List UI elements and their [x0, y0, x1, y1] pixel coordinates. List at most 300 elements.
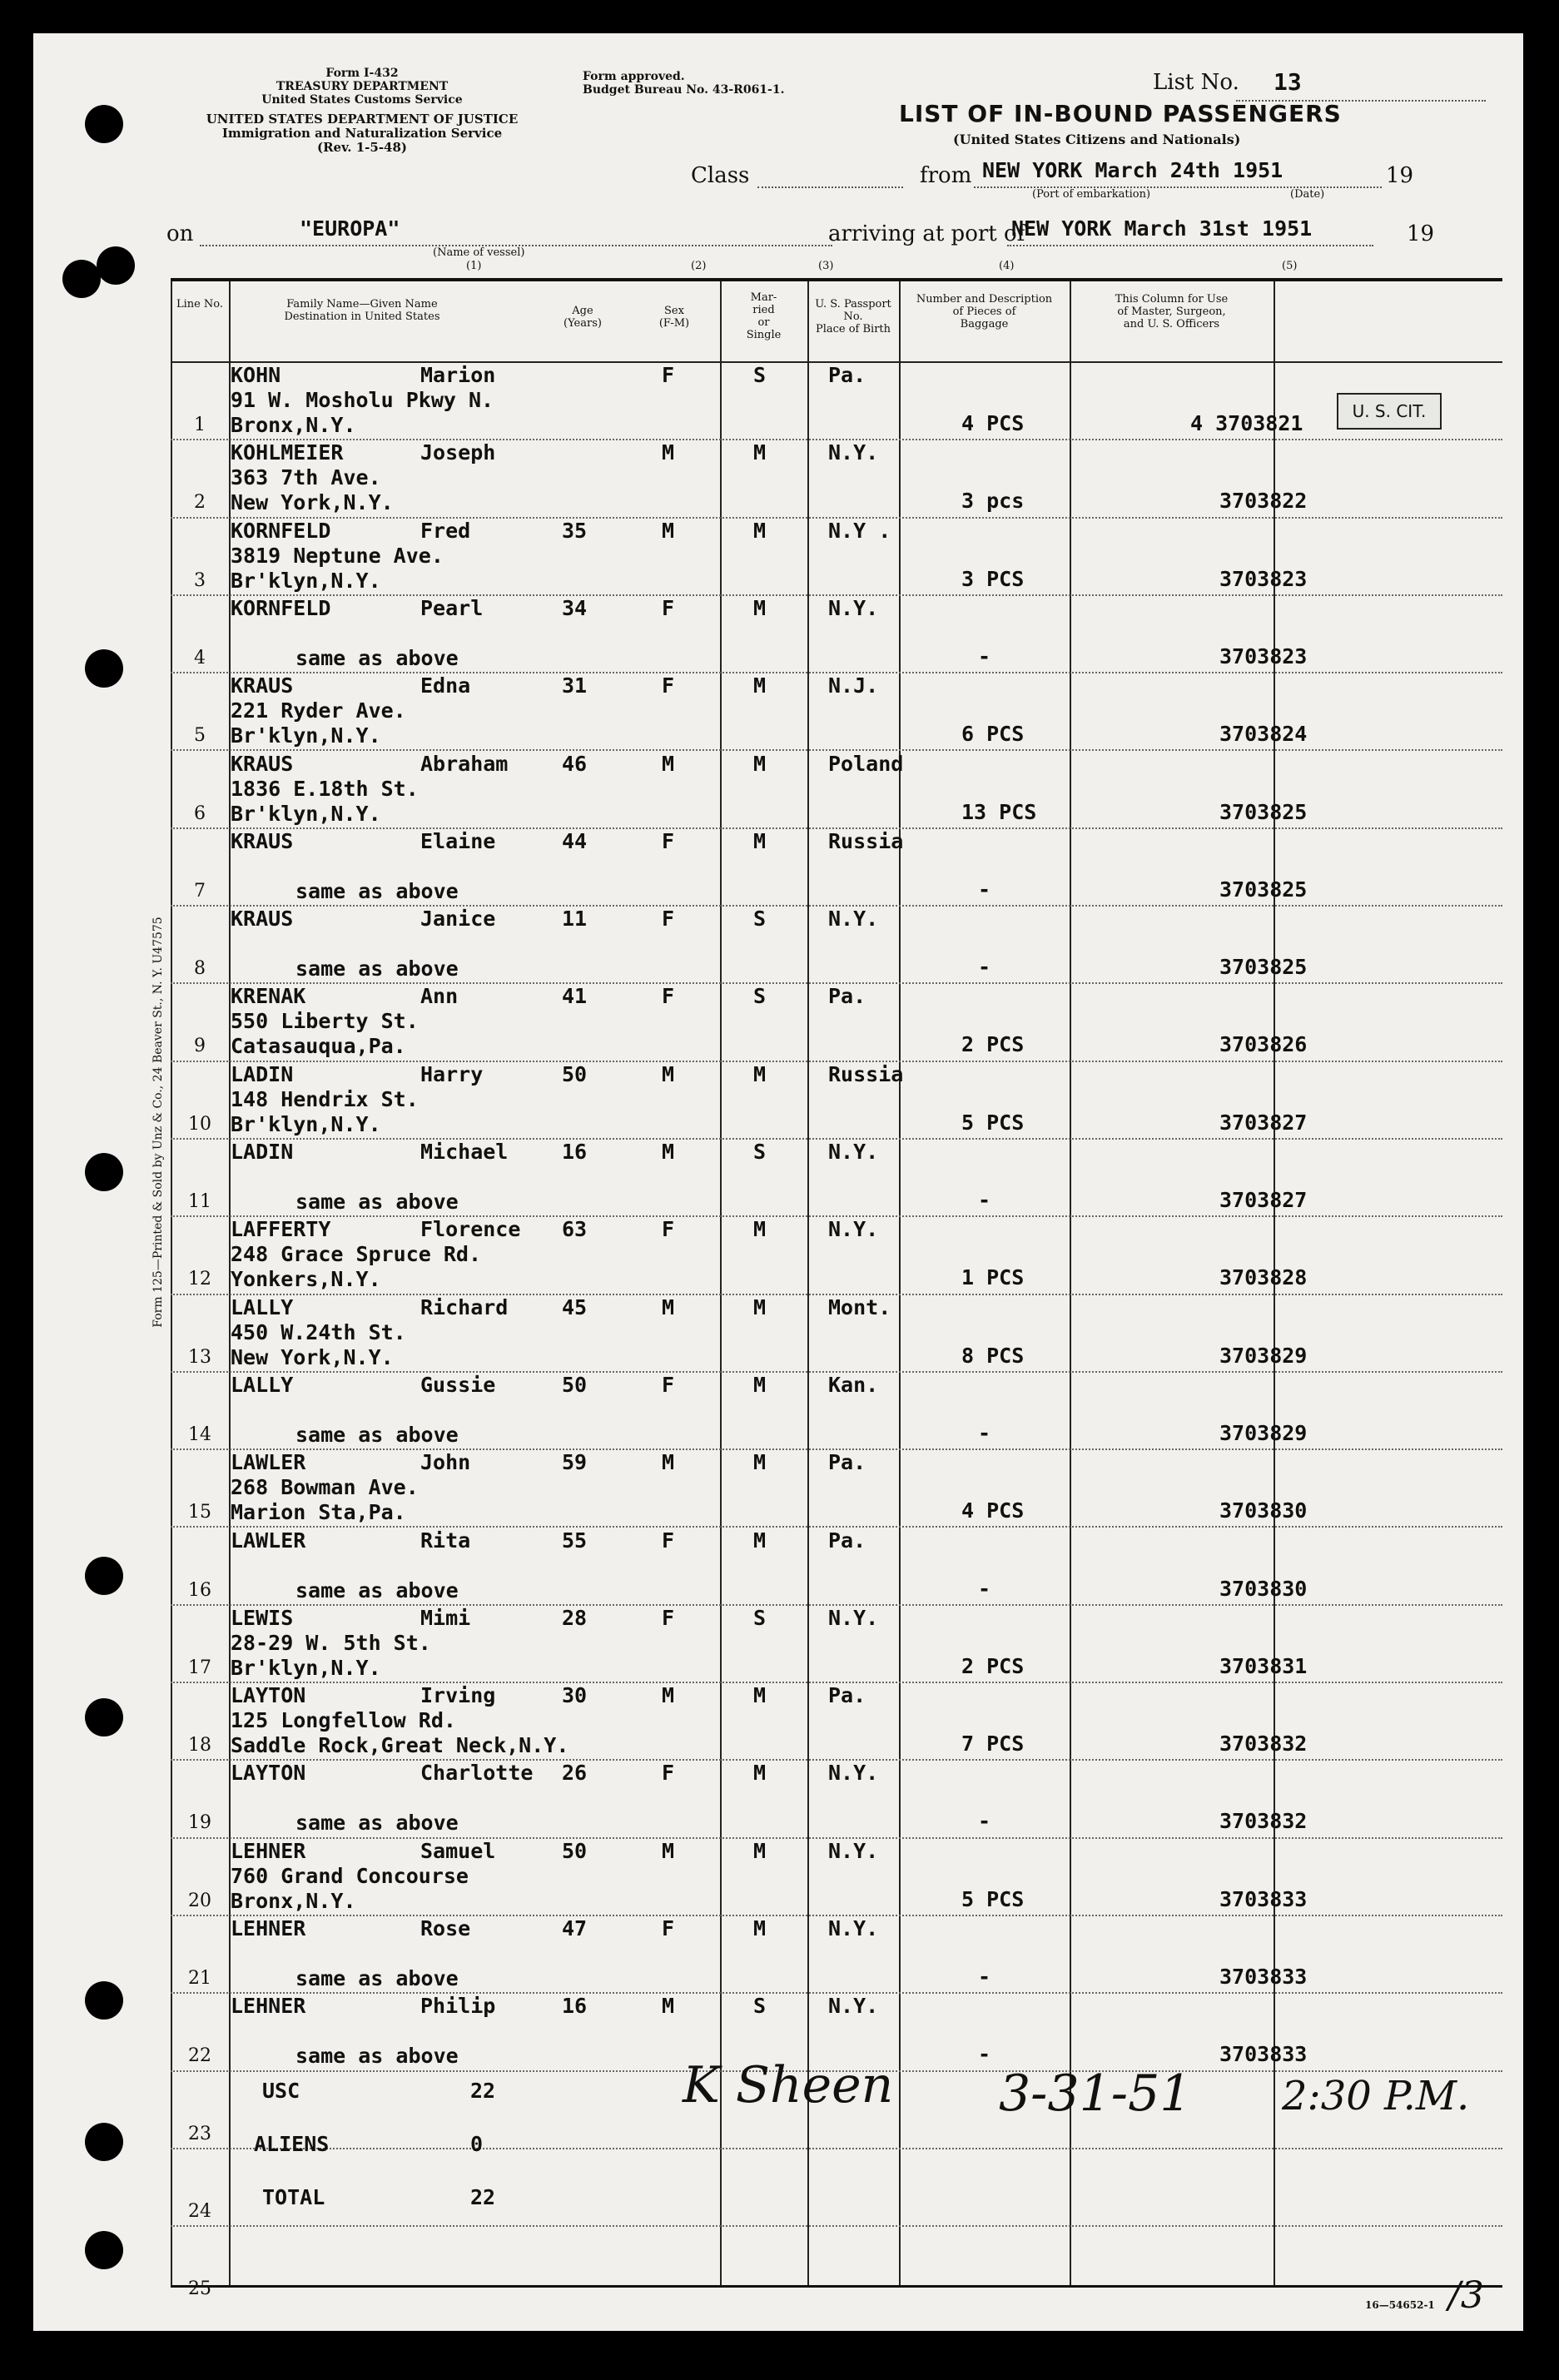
row-baggage: -: [978, 2042, 991, 2067]
row-line-number: 12: [188, 1269, 211, 1290]
row-surname: KRAUS: [231, 673, 294, 698]
row-surname: KRAUS: [231, 751, 294, 776]
row-baggage: 4 PCS: [961, 411, 1025, 435]
row-given-name: Samuel: [420, 1838, 496, 1863]
row-officer-number: 3703823: [1219, 566, 1308, 591]
table-row: [171, 672, 1502, 749]
row-line-number: 15: [188, 1502, 211, 1523]
row-baggage: -: [978, 1420, 991, 1445]
row-age: 16: [562, 1994, 588, 2019]
form-approved: Form approved.: [583, 70, 685, 83]
table-row: [171, 750, 1502, 827]
row-address-line: 125 Longfellow Rd.: [231, 1708, 456, 1733]
table-bottom-rule: [171, 2285, 1502, 2288]
row-marital: S: [753, 1994, 767, 2019]
row-marital: M: [753, 518, 767, 543]
total-label: TOTAL: [262, 2184, 325, 2209]
total-value: 0: [470, 2131, 484, 2156]
row-birthplace: Pa.: [828, 984, 866, 1009]
row-sex: F: [662, 907, 675, 932]
row-line-number: 7: [194, 880, 206, 902]
row-address-city: Yonkers,N.Y.: [231, 1267, 381, 1292]
row-sex: M: [662, 1838, 675, 1863]
row-address-line: 363 7th Ave.: [231, 465, 381, 490]
row-marital: M: [753, 595, 767, 620]
table-row: [171, 905, 1502, 982]
form-code: 16—54652-1: [1365, 2299, 1435, 2311]
table-row: [171, 1294, 1502, 1371]
row-marital: M: [753, 1217, 767, 1242]
punch-hole: [85, 1981, 123, 2020]
table-row: [171, 1138, 1502, 1215]
row-age: 31: [562, 673, 588, 698]
class-rule: [757, 186, 903, 188]
row-line-number: 22: [188, 2045, 211, 2067]
row-age: 50: [562, 1838, 588, 1863]
col-header-baggage: Number and Description of Pieces of Baggage: [916, 293, 1053, 330]
row-line-number: 11: [188, 1191, 211, 1212]
row-birthplace: Kan.: [828, 1372, 879, 1397]
date-caption: (Date): [1290, 188, 1325, 201]
row-birthplace: N.Y.: [828, 440, 879, 465]
row-given-name: Elaine: [420, 828, 496, 853]
row-birthplace: N.Y.: [828, 1217, 879, 1242]
row-officer-number: 3703823: [1219, 643, 1308, 668]
agency-block: [225, 67, 499, 107]
row-sex: M: [662, 1140, 675, 1164]
row-address-city: same as above: [295, 1578, 459, 1602]
table-row: [171, 1448, 1502, 1526]
row-surname: KOHLMEIER: [231, 440, 344, 465]
list-number-label: List No.: [1153, 70, 1239, 95]
printer-side-text: Form 125—Printed & Sold by Unz & Co., 24 Beaver St., N. Y. U47575: [151, 917, 165, 1328]
from-year-prefix: 19: [1386, 163, 1414, 188]
row-address-line: 91 W. Mosholu Pkwy N.: [231, 388, 494, 412]
row-birthplace: Russia: [828, 828, 904, 853]
approval-block: [583, 70, 784, 97]
row-age: 26: [562, 1761, 588, 1786]
arriving-rule: [1007, 245, 1373, 246]
row-birthplace: Russia: [828, 1061, 904, 1086]
row-sex: F: [662, 828, 675, 853]
form-number: Form I-432: [325, 67, 399, 80]
row-age: 41: [562, 984, 588, 1009]
row-surname: KRAUS: [231, 907, 294, 932]
row-birthplace: Pa.: [828, 363, 866, 387]
row-age: 34: [562, 595, 588, 620]
row-officer-number: 3703829: [1219, 1420, 1308, 1445]
row-surname: LADIN: [231, 1061, 294, 1086]
row-age: 46: [562, 751, 588, 776]
row-marital: M: [753, 1761, 767, 1786]
justice-label: UNITED STATES DEPARTMENT OF JUSTICE: [206, 112, 519, 127]
row-birthplace: N.Y.: [828, 1761, 879, 1786]
row-address-city: same as above: [295, 878, 459, 903]
row-sex: M: [662, 1294, 675, 1319]
total-value: 22: [470, 2078, 496, 2103]
row-address-city: same as above: [295, 1811, 459, 1836]
punch-hole: [62, 260, 101, 298]
row-birthplace: Pa.: [828, 1683, 866, 1708]
row-address-city: Br'klyn,N.Y.: [231, 1655, 381, 1680]
row-line-number: 1: [194, 415, 206, 435]
row-officer-number: 3703830: [1219, 1498, 1308, 1523]
row-line-number: 4: [194, 647, 206, 668]
col-header-sex: Sex (F-M): [658, 305, 690, 330]
total-value: 22: [470, 2184, 496, 2209]
row-address-city: Br'klyn,N.Y.: [231, 723, 381, 748]
row-birthplace: N.Y.: [828, 907, 879, 932]
row-address-city: same as above: [295, 1966, 459, 1990]
col-header-married: Mar- ried or Single: [746, 291, 782, 341]
row-birthplace: N.Y.: [828, 1994, 879, 2019]
row-address-city: Marion Sta,Pa.: [231, 1500, 406, 1525]
col-header-age: Age (Years): [564, 305, 602, 330]
row-line-number: 8: [194, 958, 206, 980]
row-address-line: 1836 E.18th St.: [231, 776, 419, 801]
row-line-number: 25: [188, 2278, 211, 2300]
row-marital: M: [753, 1294, 767, 1319]
row-sex: M: [662, 1683, 675, 1708]
row-officer-number: 3703825: [1219, 799, 1308, 824]
row-age: 47: [562, 1916, 588, 1940]
row-officer-number: 3703825: [1219, 955, 1308, 980]
row-sex: F: [662, 1528, 675, 1553]
row-marital: S: [753, 1140, 767, 1164]
row-address-city: New York,N.Y.: [231, 490, 394, 515]
row-marital: M: [753, 1528, 767, 1553]
row-officer-number: 3703827: [1219, 1110, 1308, 1135]
row-surname: LEHNER: [231, 1916, 306, 1940]
row-given-name: Rose: [420, 1916, 471, 1940]
table-row: [171, 1837, 1502, 1915]
row-address-city: Br'klyn,N.Y.: [231, 568, 381, 593]
row-surname: LAWLER: [231, 1450, 306, 1475]
row-officer-number: 3703826: [1219, 1032, 1308, 1057]
row-given-name: Edna: [420, 673, 471, 698]
col-header-passport: U. S. Passport No. Place of Birth: [815, 298, 891, 335]
class-label: Class: [691, 163, 750, 188]
row-line-number: 23: [188, 2123, 211, 2144]
row-birthplace: N.Y.: [828, 595, 879, 620]
row-address-line: 760 Grand Concourse: [231, 1863, 469, 1888]
justice-block: [171, 112, 554, 155]
on-label: on: [166, 221, 194, 246]
row-line-number: 5: [194, 725, 206, 747]
row-age: 35: [562, 518, 588, 543]
row-line-number: 14: [188, 1424, 211, 1445]
row-age: 59: [562, 1450, 588, 1475]
row-officer-number: 3703824: [1219, 722, 1308, 747]
budget-number: Budget Bureau No. 43-R061-1.: [583, 83, 785, 97]
officer-signature: K Sheen: [683, 2056, 894, 2114]
row-baggage: -: [978, 955, 991, 980]
row-given-name: John: [420, 1450, 471, 1475]
row-line-number: 17: [188, 1657, 211, 1678]
row-marital: M: [753, 1061, 767, 1086]
row-sex: F: [662, 1761, 675, 1786]
row-line-number: 19: [188, 1812, 211, 1834]
row-marital: M: [753, 1916, 767, 1940]
row-marital: S: [753, 907, 767, 932]
row-address-city: same as above: [295, 1190, 459, 1214]
row-given-name: Harry: [420, 1061, 484, 1086]
row-marital: M: [753, 440, 767, 465]
table-row: [171, 982, 1502, 1060]
row-sex: M: [662, 1450, 675, 1475]
customs-label: United States Customs Service: [261, 93, 463, 107]
row-officer-number: 3703832: [1219, 1732, 1308, 1756]
row-birthplace: Pa.: [828, 1528, 866, 1553]
row-baggage: -: [978, 1188, 991, 1212]
row-sex: M: [662, 1994, 675, 2019]
row-officer-number: 3703830: [1219, 1576, 1308, 1601]
vessel-caption: (Name of vessel): [433, 246, 525, 259]
row-sex: F: [662, 1217, 675, 1242]
row-given-name: Rita: [420, 1528, 471, 1553]
row-line-number: 9: [194, 1036, 206, 1057]
table-row: [171, 1371, 1502, 1448]
row-baggage: -: [978, 643, 991, 668]
manifest-page: [33, 33, 1523, 2331]
row-given-name: Marion: [420, 363, 496, 387]
row-baggage: -: [978, 877, 991, 902]
punch-hole: [85, 2123, 123, 2161]
row-birthplace: N.Y.: [828, 1916, 879, 1940]
row-birthplace: Mont.: [828, 1294, 891, 1319]
table-row: [171, 1061, 1502, 1138]
arrival-year-prefix: 19: [1407, 221, 1435, 246]
row-given-name: Mimi: [420, 1605, 471, 1630]
row-sex: M: [662, 1061, 675, 1086]
row-age: 28: [562, 1605, 588, 1630]
row-given-name: Joseph: [420, 440, 496, 465]
table-row: [171, 517, 1502, 594]
row-marital: M: [753, 1450, 767, 1475]
row-surname: KRENAK: [231, 984, 306, 1009]
row-age: 16: [562, 1140, 588, 1164]
table-row: [171, 1604, 1502, 1682]
row-surname: LALLY: [231, 1372, 294, 1397]
row-age: 44: [562, 828, 588, 853]
row-address-line: 248 Grace Spruce Rd.: [231, 1242, 482, 1267]
signature-date: 3-31-51: [999, 2064, 1192, 2123]
row-baggage: 5 PCS: [961, 1886, 1025, 1911]
row-baggage: 3 pcs: [961, 489, 1025, 514]
row-surname: LEHNER: [231, 1838, 306, 1863]
row-given-name: Irving: [420, 1683, 496, 1708]
table-row: [171, 1527, 1502, 1604]
col-number-3: (3): [818, 260, 834, 272]
punch-hole: [85, 649, 123, 688]
row-line-number: 10: [188, 1113, 211, 1135]
row-baggage: 7 PCS: [961, 1732, 1025, 1756]
col-header-name: Family Name—Given Name Destination in United States: [284, 298, 440, 323]
row-baggage: -: [978, 1576, 991, 1601]
row-baggage: 1 PCS: [961, 1265, 1025, 1290]
row-address-line: 221 Ryder Ave.: [231, 698, 406, 723]
punch-hole: [85, 1698, 123, 1737]
row-birthplace: N.Y.: [828, 1838, 879, 1863]
row-age: 55: [562, 1528, 588, 1553]
col-number-2: (2): [691, 260, 707, 272]
total-label: USC: [262, 2078, 300, 2103]
row-birthplace: Pa.: [828, 1450, 866, 1475]
row-address-city: Br'klyn,N.Y.: [231, 1111, 381, 1136]
row-address-city: Br'klyn,N.Y.: [231, 801, 381, 826]
table-row: [171, 1915, 1502, 1992]
row-address-city: Bronx,N.Y.: [231, 413, 356, 437]
row-baggage: 8 PCS: [961, 1343, 1025, 1368]
from-label: from: [920, 163, 972, 188]
row-given-name: Ann: [420, 984, 459, 1009]
table-row: [171, 594, 1502, 672]
row-officer-number: 3703833: [1219, 2042, 1308, 2067]
row-address-line: 450 W.24th St.: [231, 1319, 406, 1344]
table-row: [171, 439, 1502, 516]
row-marital: S: [753, 984, 767, 1009]
row-baggage: 6 PCS: [961, 722, 1025, 747]
arrival-port-date: NEW YORK March 31st 1951: [1011, 216, 1313, 241]
punch-hole: [85, 2231, 123, 2269]
page-title: LIST OF IN-BOUND PASSENGERS: [899, 100, 1342, 127]
table-row: [171, 827, 1502, 905]
row-age: 30: [562, 1683, 588, 1708]
row-sex: F: [662, 1605, 675, 1630]
list-number: 13: [1274, 68, 1302, 96]
row-officer-number: 3703831: [1219, 1653, 1308, 1678]
row-officer-number: 3703828: [1219, 1265, 1308, 1290]
col-header-officers: This Column for Use of Master, Surgeon, and U. S. Officers: [1115, 293, 1229, 330]
row-officer-number: 3703829: [1219, 1343, 1308, 1368]
row-address-city: Saddle Rock,Great Neck,N.Y.: [231, 1733, 569, 1758]
row-given-name: Michael: [420, 1140, 509, 1164]
row-baggage: 4 PCS: [961, 1498, 1025, 1523]
row-officer-number: 3703825: [1219, 877, 1308, 902]
row-surname: KORNFELD: [231, 595, 331, 620]
row-given-name: Charlotte: [420, 1761, 534, 1786]
row-surname: KOHN: [231, 363, 281, 387]
row-sex: M: [662, 440, 675, 465]
row-line-number: 6: [194, 802, 206, 824]
row-age: 11: [562, 907, 588, 932]
row-marital: M: [753, 1838, 767, 1863]
row-given-name: Florence: [420, 1217, 521, 1242]
row-marital: M: [753, 828, 767, 853]
table-row: [171, 2225, 1502, 2303]
row-officer-number: 4 3703821: [1190, 411, 1303, 435]
row-baggage: 3 PCS: [961, 566, 1025, 591]
row-given-name: Richard: [420, 1294, 509, 1319]
row-marital: M: [753, 673, 767, 698]
row-surname: LAYTON: [231, 1761, 306, 1786]
col-number-4: (4): [999, 260, 1015, 272]
port-of-embarkation: NEW YORK March 24th 1951: [982, 158, 1283, 182]
row-age: 50: [562, 1061, 588, 1086]
punch-hole: [85, 1153, 123, 1191]
row-surname: LADIN: [231, 1140, 294, 1164]
row-line-number: 18: [188, 1735, 211, 1756]
row-line-number: 24: [188, 2200, 211, 2222]
row-address-city: same as above: [295, 645, 459, 670]
punch-hole: [85, 105, 123, 143]
row-officer-number: 3703822: [1219, 489, 1308, 514]
row-baggage: 2 PCS: [961, 1032, 1025, 1057]
page-subtitle: (United States Citizens and Nationals): [953, 132, 1241, 147]
row-surname: KRAUS: [231, 828, 294, 853]
row-sex: M: [662, 751, 675, 776]
row-sex: F: [662, 595, 675, 620]
row-marital: S: [753, 1605, 767, 1630]
row-surname: KORNFELD: [231, 518, 331, 543]
row-address-city: New York,N.Y.: [231, 1344, 394, 1369]
punch-hole: [85, 1557, 123, 1595]
us-cit-stamp: [1337, 393, 1442, 430]
passenger-table: [171, 278, 1502, 2300]
row-address-city: Bronx,N.Y.: [231, 1888, 356, 1913]
row-line-number: 21: [188, 1968, 211, 1989]
row-baggage: 5 PCS: [961, 1110, 1025, 1135]
vessel-name: "EUROPA": [300, 216, 400, 241]
row-officer-number: 3703833: [1219, 1965, 1308, 1989]
row-given-name: Philip: [420, 1994, 496, 2019]
row-given-name: Fred: [420, 518, 471, 543]
row-sex: F: [662, 1372, 675, 1397]
ins-label: Immigration and Naturalization Service: [221, 126, 503, 141]
row-birthplace: Poland: [828, 751, 904, 776]
arriving-label: arriving at port of: [828, 221, 1025, 246]
table-row: [171, 361, 1502, 439]
page-mark: /3: [1448, 2274, 1484, 2317]
row-address-line: 28-29 W. 5th St.: [231, 1630, 431, 1655]
row-given-name: Abraham: [420, 751, 509, 776]
row-line-number: 2: [194, 492, 206, 514]
punch-hole: [97, 246, 135, 285]
row-sex: F: [662, 363, 675, 387]
col-number-5: (5): [1282, 260, 1298, 272]
row-surname: LAFFERTY: [231, 1217, 331, 1242]
row-baggage: -: [978, 1965, 991, 1989]
row-marital: M: [753, 1683, 767, 1708]
row-surname: LEWIS: [231, 1605, 294, 1630]
revision-label: (Rev. 1-5-48): [316, 140, 408, 155]
row-baggage: 2 PCS: [961, 1653, 1025, 1678]
row-marital: S: [753, 363, 767, 387]
row-baggage: 13 PCS: [961, 799, 1037, 824]
table-row: [171, 1682, 1502, 1759]
port-caption: (Port of embarkation): [1032, 188, 1151, 201]
row-surname: LEHNER: [231, 1994, 306, 2019]
treasury-label: TREASURY DEPARTMENT: [276, 80, 449, 93]
row-surname: LAYTON: [231, 1683, 306, 1708]
vessel-col-number: (1): [466, 260, 482, 272]
row-given-name: Janice: [420, 907, 496, 932]
row-sex: F: [662, 673, 675, 698]
row-line-number: 3: [194, 569, 206, 591]
row-marital: M: [753, 1372, 767, 1397]
row-given-name: Pearl: [420, 595, 484, 620]
row-line-number: 20: [188, 1890, 211, 1911]
table-row: [171, 1759, 1502, 1836]
row-address-line: 268 Bowman Ave.: [231, 1475, 419, 1500]
stamp-text: U. S. CIT.: [1352, 401, 1427, 421]
row-line-number: 13: [188, 1346, 211, 1368]
row-birthplace: N.J.: [828, 673, 879, 698]
row-address-line: 550 Liberty St.: [231, 1009, 419, 1034]
row-age: 45: [562, 1294, 588, 1319]
row-address-city: same as above: [295, 1422, 459, 1447]
row-officer-number: 3703833: [1219, 1886, 1308, 1911]
